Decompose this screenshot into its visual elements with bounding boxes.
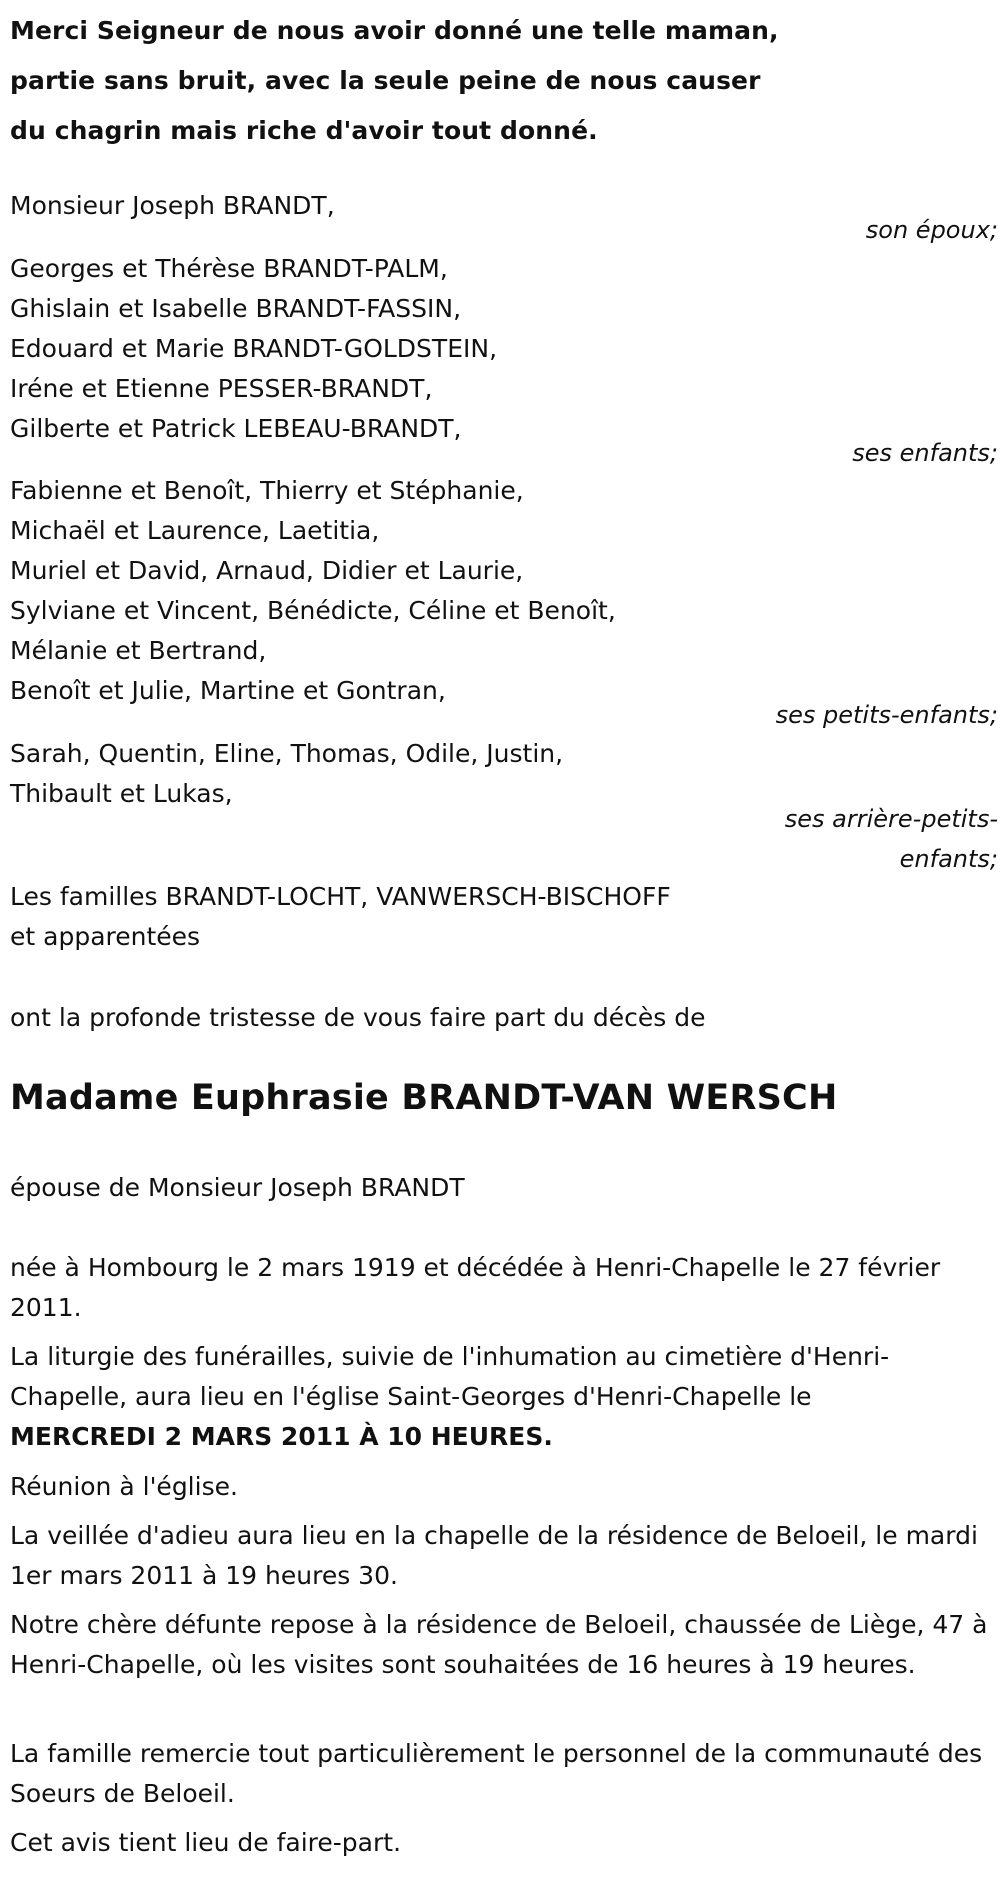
great-grandchild-name: Sarah, Quentin, Eline, Thomas, Odile, Justin,	[10, 739, 564, 768]
birth-death-paragraph: née à Hombourg le 2 mars 1919 et décédée à Henri-Chapelle le 27 février 2011.	[10, 1253, 941, 1322]
child-name: Ghislain et Isabelle BRANDT-FASSIN,	[10, 294, 462, 323]
deceased-spouse-line: épouse de Monsieur Joseph BRANDT	[10, 1173, 465, 1202]
child-name: Gilberte et Patrick LEBEAU-BRANDT,	[10, 414, 462, 443]
funeral-paragraph	[10, 1337, 995, 1457]
intro-line: partie sans bruit, avec la seule peine de nous causer	[10, 66, 761, 95]
announcement: ont la profonde tristesse de vous faire part du décès de	[10, 1003, 706, 1032]
grandchild-name: Sylviane et Vincent, Bénédicte, Céline et Benoît,	[10, 596, 616, 625]
funeral-text: La liturgie des funérailles, suivie de l'inhumation au cimetière d'Henri-Chapelle, aura lieu en l'église Saint-Georges d'Henri-Chapelle le	[10, 1342, 890, 1411]
child-name: Edouard et Marie BRANDT-GOLDSTEIN,	[10, 334, 498, 363]
intro-prayer	[10, 6, 779, 156]
children-role: ses enfants;	[852, 439, 998, 467]
grandchild-name: Mélanie et Bertrand,	[10, 636, 267, 665]
intro-line: Merci Seigneur de nous avoir donné une telle maman,	[10, 16, 779, 45]
grandchildren-role: ses petits-enfants;	[775, 701, 998, 729]
spouse-name: Monsieur Joseph BRANDT,	[10, 191, 335, 220]
great-grandchildren-role-line: ses arrière-petits-	[784, 805, 998, 833]
spouse-role: son époux;	[865, 216, 998, 244]
grandchild-name: Fabienne et Benoît, Thierry et Stéphanie,	[10, 476, 524, 505]
child-name: Georges et Thérèse BRANDT-PALM,	[10, 254, 448, 283]
closing-paragraph: Cet avis tient lieu de faire-part.	[10, 1828, 402, 1857]
thanks-paragraph: La famille remercie tout particulièrement le personnel de la communauté des Soeurs de Beloeil.	[10, 1739, 983, 1808]
great-grandchild-name: Thibault et Lukas,	[10, 779, 233, 808]
great-grandchildren-role-line: enfants;	[899, 845, 998, 873]
families-line: et apparentées	[10, 922, 201, 951]
meeting-paragraph: Réunion à l'église.	[10, 1472, 238, 1501]
repose-paragraph: Notre chère défunte repose à la résidence de Beloeil, chaussée de Liège, 47 à Henri-Chapelle, où les visites sont souhaitées de 16 heures à 19 heures.	[10, 1610, 988, 1679]
grandchild-name: Michaël et Laurence, Laetitia,	[10, 516, 380, 545]
intro-line: du chagrin mais riche d'avoir tout donné.	[10, 116, 598, 145]
grandchild-name: Benoît et Julie, Martine et Gontran,	[10, 676, 446, 705]
grandchild-name: Muriel et David, Arnaud, Didier et Laurie,	[10, 556, 524, 585]
families-line: Les familles BRANDT-LOCHT, VANWERSCH-BISCHOFF	[10, 882, 671, 911]
deceased-name: Madame Euphrasie BRANDT-VAN WERSCH	[10, 1078, 838, 1118]
vigil-paragraph: La veillée d'adieu aura lieu en la chapelle de la résidence de Beloeil, le mardi 1er mars 2011 à 19 heures 30.	[10, 1521, 978, 1590]
child-name: Iréne et Etienne PESSER-BRANDT,	[10, 374, 433, 403]
funeral-datetime: MERCREDI 2 MARS 2011 À 10 HEURES.	[10, 1422, 553, 1451]
